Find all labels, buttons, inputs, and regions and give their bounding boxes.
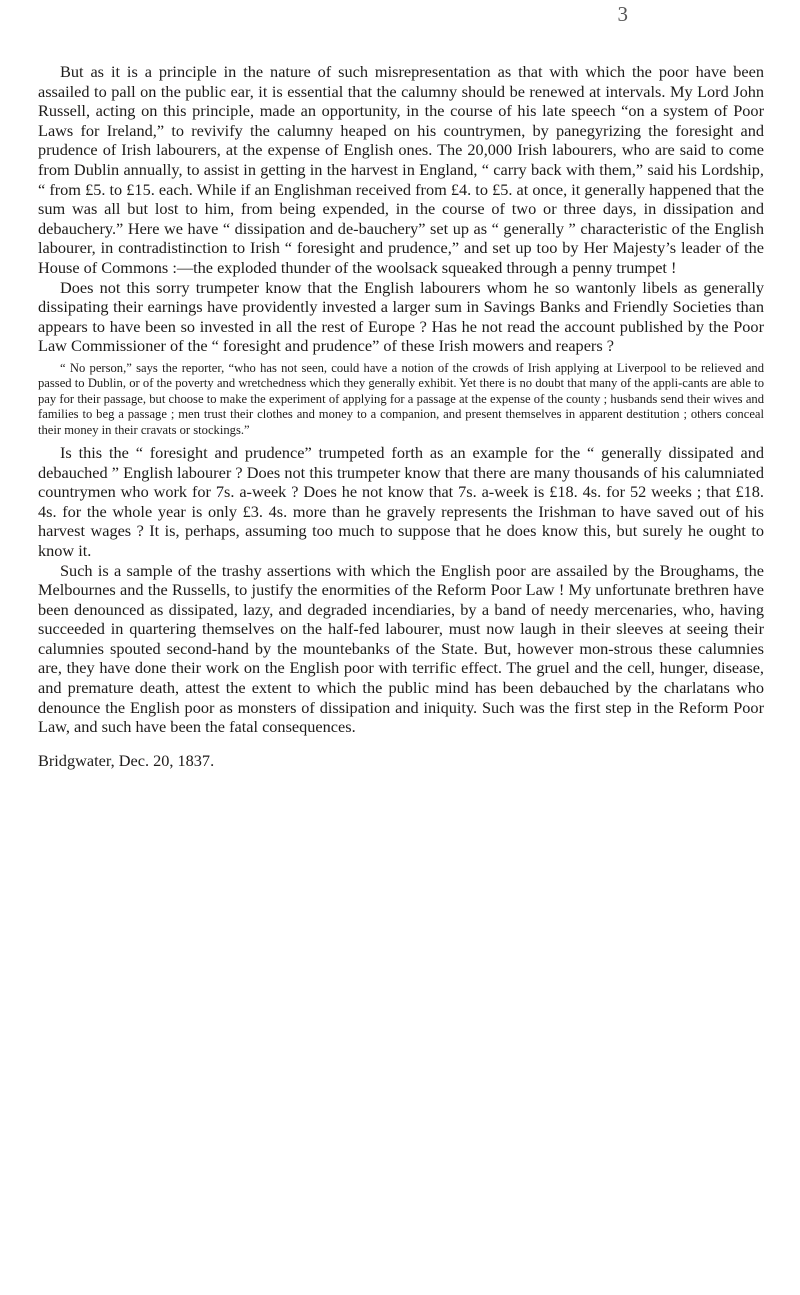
document-body bbox=[38, 62, 764, 771]
paragraph-4: Such is a sample of the trashy assertions with which the English poor are assailed by the Broughams, the Melbournes and the Russells, to justify the enormities of the Reform Poor Law ! My unfortunate brethren have been denounced as dissipated, lazy, and degraded incendiaries, by a band of needy mercenaries, who, having succeeded in quartering themselves on the half-fed labourer, must now laugh in their sleeves at seeing their calumnies spouted second-hand by the mountebanks of the State. But, however mon-strous these calumnies are, they have done their work on the English poor with terrific effect. The gruel and the cell, hunger, disease, and premature death, attest the extent to which the public mind has been debauched by the charlatans who denounce the English poor as monsters of dissipation and iniquity. Such was the first step in the Reform Poor Law, and such have been the fatal consequences. bbox=[38, 560, 764, 737]
paragraph-1: But as it is a principle in the nature of such misrepresentation as that with which the poor have been assailed to pall on the public ear, it is essential that the calumny should be renewed at intervals. My Lord John Russell, acting on this principle, made an opportunity, in the course of his late speech “on a system of Poor Laws for Ireland,” to revivify the calumny heaped on his countrymen, by panegyrizing the foresight and prudence of Irish labourers, at the expense of English ones. The 20,000 Irish labourers, who are said to come from Dublin annually, to assist in getting in the harvest in England, “ carry back with them,” said his Lordship, “ from £5. to £15. each. While if an Englishman received from £4. to £5. at once, it generally happened that the sum was all but lost to him, from being expended, in the course of two or three days, in dissipation and debauchery.” Here we have “ dissipation and de-bauchery” set up as “ generally ” characteristic of the English labourer, in contradistinction to Irish “ foresight and prudence,” and set up too by Her Majesty’s leader of the House of Commons :—the exploded thunder of the woolsack squeaked through a penny trumpet ! bbox=[38, 62, 764, 277]
page-number: 3 bbox=[617, 2, 628, 26]
block-quote: “ No person,” says the reporter, “who has not seen, could have a notion of the crowds of Irish applying at Liverpool to be relieved and passed to Dublin, or of the poverty and wretchedness which they generally exhibit. Yet there is no doubt that many of the appli-cants are able to pay for their passage, but choose to make the experiment of applying for a passage at the expense of the county ; husbands send their wives and families to beg a passage ; men trust their clothes and money to a companion, and present themselves in apparent destitution ; others conceal their money in their cravats or stockings.” bbox=[38, 360, 764, 437]
paragraph-2: Does not this sorry trumpeter know that the English labourers whom he so wantonly libels as generally dissipating their earnings have providently invested a larger sum in Savings Banks and Friendly Societies than appears to have been so invested in all the rest of Europe ? Has he not read the account published by the Poor Law Commissioner of the “ foresight and prudence” of these Irish mowers and reapers ? bbox=[38, 277, 764, 356]
paragraph-3: Is this the “ foresight and prudence” trumpeted forth as an example for the “ generally dissipated and debauched ” English labourer ? Does not this trumpeter know that there are many thousands of his calumniated countrymen who work for 7s. a-week ? Does he not know that 7s. a-week is £18. 4s. for 52 weeks ; that £18. 4s. for the whole year is only £3. 4s. more than he gravely represents the Irishman to have saved out of his harvest wages ? It is, perhaps, assuming too much to suppose that he does know this, but surely he ought to know it. bbox=[38, 442, 764, 560]
signature-line: Bridgwater, Dec. 20, 1837. bbox=[38, 750, 215, 770]
